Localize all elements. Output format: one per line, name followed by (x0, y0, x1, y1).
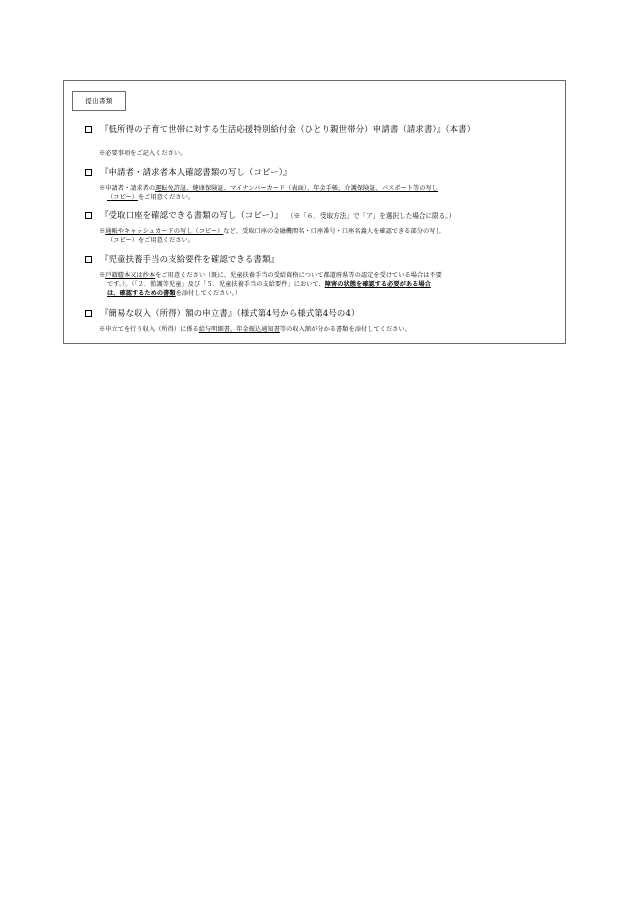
item-title: 『申請者・請求者本人確認書類の写し（コピー）』 (100, 167, 292, 177)
checklist-item-id-document (85, 166, 555, 178)
item-note: ※申立てを行う収入（所得）に係る給与明細書、年金振込通知書等の収入額が分かる書類を添付してください。 (99, 326, 411, 333)
item-note: ※戸籍謄本又は抄本をご用意ください（既に、児童扶養手当の受給資格について都道府県等の認定を受けている場合は不要 です。）。（「２．監護等児童」及び「５．児童扶養手当の支給要件」において、障害の状態を確認する必要がある場合 は、確認するための書類を添付してください。） (99, 272, 442, 298)
item-title: 『簡易な収入（所得）額の申立書』（様式第4号から様式第4号の4） (100, 308, 360, 318)
checklist-item-application-form (85, 123, 555, 135)
item-note: ※必要事項をご記入ください。 (99, 150, 187, 157)
checklist-item-income-declaration (85, 307, 555, 319)
checkbox-icon[interactable] (85, 310, 92, 317)
checkbox-icon[interactable] (85, 169, 92, 176)
checklist-item-bank-account (85, 209, 555, 221)
item-title: 『受取口座を確認できる書類の写し（コピー）』 (100, 210, 284, 220)
item-note: ※申請者・請求者の運転免許証、健康保険証、マイナンバーカード（表面）、年金手帳、介護保険証、パスポート等の写し （コピー）をご用意ください。 (99, 185, 438, 202)
item-title: 『低所得の子育て世帯に対する生活応援特別給付金（ひとり親世帯分）申請書（請求書）』（本書） (100, 124, 476, 134)
item-title: 『児童扶養手当の支給要件を確認できる書類』 (100, 254, 280, 264)
checklist-item-allowance-requirements (85, 253, 555, 265)
checkbox-icon[interactable] (85, 256, 92, 263)
item-condition: （※「６．受取方法」で「ア」を選択した場合に限る。） (287, 212, 456, 220)
item-note: ※通帳やキャッシュカードの写し（コピー）など、受取口座の金融機関名・口座番号・口座名義人を確認できる部分の写し （コピー）をご用意ください。 (99, 228, 442, 245)
checkbox-icon[interactable] (85, 212, 92, 219)
section-label: 提出書類 (72, 91, 126, 111)
checkbox-icon[interactable] (85, 126, 92, 133)
